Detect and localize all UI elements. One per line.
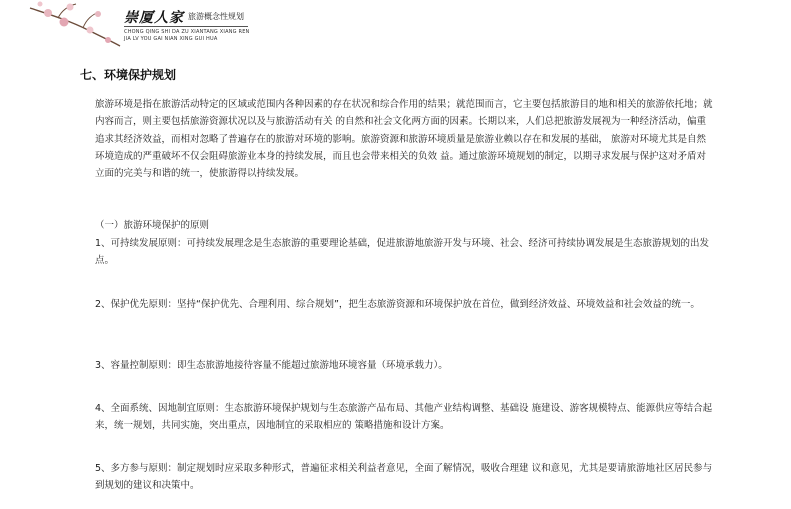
principle-item: 4、全面系统、因地制宜原则：生态旅游环境保护规划与生态旅游产品布局、其他产业结构调整、基础设 施建设、游客规模特点、能源供应等结合起来，统一规划，共同实施，突出重点，因地制宜的采取相应的 策略措施和设计方案。 xyxy=(95,403,713,432)
brand-subtitle: 旅游概念性规划 xyxy=(188,12,244,21)
brand-pinyin-line-1: CHONG QING SHI DA ZU XIANTANG XIANG REN xyxy=(124,29,250,35)
principle-item: 5、多方参与原则：制定规划时应采取多种形式，普遍征求相关利益者意见，全面了解情况，吸收合理建 议和意见，尤其是要请旅游地社区居民参与到规划的建议和决策中。 xyxy=(95,463,713,492)
intro-paragraph: 旅游环境是指在旅游活动特定的区域或范围内各种因素的存在状况和综合作用的结果；就范围而言，它主要包括旅游目的地和相关的旅游依托地；就内容而言，则主要包括旅游资源状况以及与旅游活动有关 的自然和社会文化两方面的因素。长期以来，人们总把旅游发展视为一种经济活动，偏重追求其经济效益，而相对忽略了普遍存在的旅游对环境的影响。旅游资源和旅游环境质量是旅游业赖以存在和发展的基础， 旅游对环境尤其是自然环境造成的严重破坏不仅会阻碍旅游业本身的持续发展，而且也会带来相关的负效 益。通过旅游环境规划的制定，以期寻求发展与保护这对矛盾对立面的完美与和谐的统一，使旅游得以持续发展。 xyxy=(95,99,713,180)
principles-heading: （一）旅游环境保护的原则 xyxy=(95,220,210,231)
principle-item: 2、保护优先原则：坚持“保护优先、合理利用、综合规划”，把生态旅游资源和环境保护放在首位，做到经济效益、环境效益和社会效益的统一。 xyxy=(95,299,700,310)
brand-title: 崇厦人家 xyxy=(124,10,184,26)
principle-item: 3、容量控制原则：即生态旅游地接待容量不能超过旅游地环境容量（环境承载力）。 xyxy=(95,360,448,371)
page-header xyxy=(0,0,791,50)
section-title: 七、环境保护规划 xyxy=(80,68,177,82)
principle-item: 1、可持续发展原则：可持续发展理念是生态旅游的重要理论基础，促进旅游地旅游开发与环境、社会、经济可持续协调发展是生态旅游规划的出发点。 xyxy=(95,238,710,267)
brand-pinyin-line-2: JIA LV YOU GAI NIAN XING GUI HUA xyxy=(124,36,218,42)
header-divider xyxy=(124,26,248,27)
plum-blossom-icon xyxy=(28,0,123,48)
